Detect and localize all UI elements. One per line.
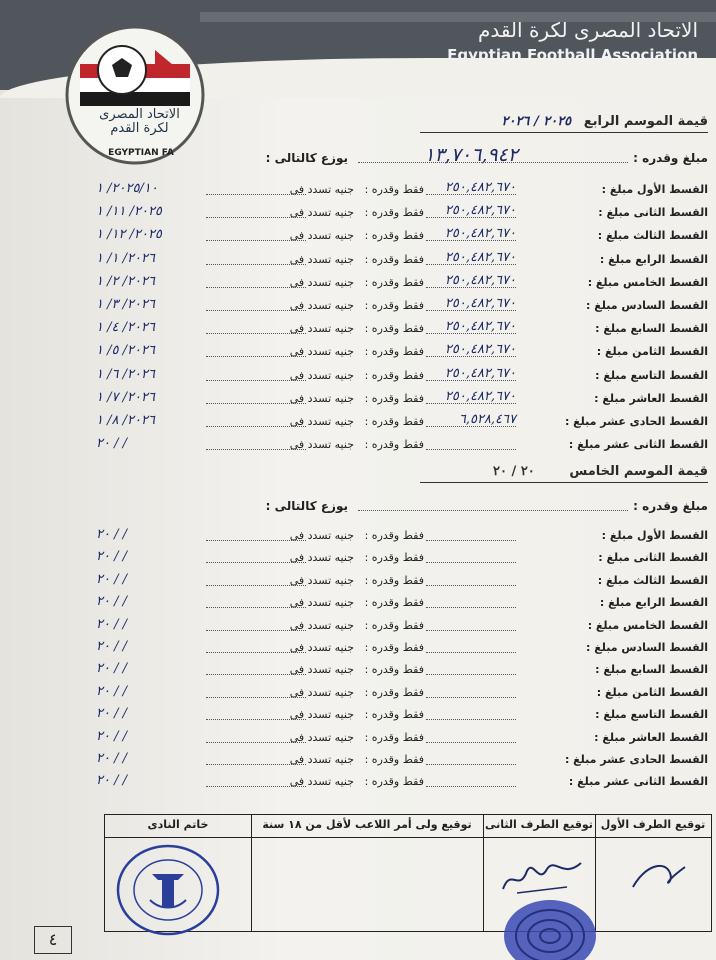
installment-due-label: جنيه تسدد فى bbox=[289, 641, 354, 654]
installment-due-date: ٢٠٢٦/ ١/ ١ bbox=[96, 250, 155, 266]
installment-due-label: جنيه تسدد فى bbox=[289, 730, 354, 744]
installment-label: القسط الثالث مبلغ : bbox=[597, 229, 708, 243]
installment-row bbox=[0, 366, 716, 388]
installment-amount-words-label: فقط وقدره : bbox=[364, 229, 424, 243]
installment-amount: ٢٥٠,٤٨٢,٦٧٠ bbox=[444, 365, 516, 381]
season-5-total-line bbox=[8, 496, 708, 516]
installment-row bbox=[0, 616, 716, 638]
installment-row bbox=[0, 203, 716, 225]
installment-due-date: ٢٠٢٥/ ١٢/ ١ bbox=[96, 227, 162, 243]
installment-label: القسط العاشر مبلغ : bbox=[594, 730, 708, 744]
installment-label: القسط الثامن مبلغ : bbox=[596, 345, 708, 359]
season-4-total-amount: ١٣,٧٠٦,٩٤٢ bbox=[424, 144, 518, 166]
installment-row bbox=[0, 296, 716, 318]
installment-label: القسط الثانى عشر مبلغ : bbox=[568, 438, 708, 452]
association-name-arabic: الاتحاد المصرى لكرة القدم bbox=[477, 18, 698, 42]
installment-row bbox=[0, 705, 716, 727]
installment-due-label: جنيه تسدد فى bbox=[289, 368, 354, 382]
club-seal-header: خاتم النادى bbox=[147, 818, 209, 831]
installment-label: القسط الثانى مبلغ : bbox=[598, 206, 708, 220]
installment-due-label: جنيه تسدد فى bbox=[289, 596, 354, 610]
installment-row bbox=[0, 660, 716, 682]
installment-due-date: ٢٠ / / bbox=[96, 549, 127, 565]
installment-row bbox=[0, 412, 716, 434]
thumbprint bbox=[486, 876, 606, 960]
installment-due-label: جنيه تسدد فى bbox=[289, 415, 354, 428]
installment-row bbox=[0, 593, 716, 615]
season-5-years: ٢٠ / ٢٠ bbox=[493, 464, 535, 479]
installment-due-date: ٢٠ / / bbox=[96, 436, 127, 452]
installment-amount-words-label: فقط وقدره : bbox=[364, 730, 424, 744]
installment-due-date: ٢٠٢٦/ ٧/ ١ bbox=[96, 389, 155, 405]
installment-row bbox=[0, 389, 716, 411]
installment-label: القسط التاسع مبلغ : bbox=[595, 708, 708, 722]
installment-amount: ٢٥٠,٤٨٢,٦٧٠ bbox=[444, 180, 516, 195]
installment-due-date: ٢٠ / / bbox=[96, 706, 127, 722]
season-4-distribute-label: يوزع كالتالى : bbox=[265, 151, 348, 165]
installment-amount-words-label: فقط وقدره : bbox=[364, 438, 424, 452]
installment-due-label: جنيه تسدد فى bbox=[289, 753, 354, 766]
installment-amount-words-label: فقط وقدره : bbox=[364, 206, 424, 220]
installment-due-date: ٢٠ / / bbox=[96, 594, 127, 610]
installment-amount: ٢٥٠,٤٨٢,٦٧٠ bbox=[444, 203, 516, 219]
installment-due-label: جنيه تسدد فى bbox=[289, 391, 354, 405]
installment-amount-words-label: فقط وقدره : bbox=[364, 529, 424, 542]
logo-text-arabic: الاتحاد المصرى لكرة القدم bbox=[99, 107, 180, 136]
installment-row bbox=[0, 226, 716, 248]
installment-amount-words-label: فقط وقدره : bbox=[364, 685, 424, 699]
installment-due-date: ٢٠ / / bbox=[96, 571, 127, 587]
installment-row bbox=[0, 571, 716, 593]
installment-amount-words-label: فقط وقدره : bbox=[364, 275, 424, 289]
installment-label: القسط الثانى مبلغ : bbox=[598, 551, 708, 565]
installment-due-label: جنيه تسدد فى bbox=[289, 775, 354, 789]
installment-due-label: جنيه تسدد فى bbox=[289, 618, 354, 632]
installment-due-label: جنيه تسدد فى bbox=[289, 438, 354, 452]
installment-due-label: جنيه تسدد فى bbox=[289, 252, 354, 266]
installment-label: القسط الأول مبلغ : bbox=[601, 529, 708, 542]
installment-due-label: جنيه تسدد فى bbox=[289, 345, 354, 359]
installment-row bbox=[0, 435, 716, 457]
installment-label: القسط الخامس مبلغ : bbox=[587, 618, 708, 632]
installment-amount: ٢٥٠,٤٨٢,٦٧٠ bbox=[444, 342, 516, 358]
installment-row bbox=[0, 683, 716, 705]
installment-due-label: جنيه تسدد فى bbox=[289, 322, 354, 336]
installment-due-date: ٢٠ / / bbox=[96, 773, 127, 789]
season-4-title: قيمة الموسم الرابع ٢٠٢٥ / ٢٠٢٦ bbox=[501, 114, 708, 129]
installment-label: القسط الرابع مبلغ : bbox=[599, 252, 708, 266]
installment-label: القسط السابع مبلغ : bbox=[595, 663, 708, 677]
installment-amount-words-label: فقط وقدره : bbox=[364, 618, 424, 632]
installment-label: القسط الحادى عشر مبلغ : bbox=[564, 415, 708, 428]
installment-amount-words-label: فقط وقدره : bbox=[364, 573, 424, 587]
installment-due-label: جنيه تسدد فى bbox=[289, 573, 354, 587]
logo-text-english: EGYPTIAN FA bbox=[108, 148, 174, 158]
installment-row bbox=[0, 273, 716, 295]
installment-amount: ٢٥٠,٤٨٢,٦٧٠ bbox=[444, 226, 516, 242]
installment-amount-words-label: فقط وقدره : bbox=[364, 708, 424, 722]
season-5-distribute-label: يوزع كالتالى : bbox=[265, 499, 348, 513]
installment-due-date: ٢٠٢٥/ ١١/ ١ bbox=[96, 204, 162, 220]
installment-amount-words-label: فقط وقدره : bbox=[364, 415, 424, 428]
first-party-signature bbox=[625, 855, 695, 895]
installment-amount-words-label: فقط وقدره : bbox=[364, 252, 424, 266]
installment-label: القسط الأول مبلغ : bbox=[601, 183, 708, 196]
installment-label: القسط الثالث مبلغ : bbox=[597, 573, 708, 587]
installment-due-date: ٢٠٢٦/ ٥/ ١ bbox=[96, 343, 155, 359]
season-5-amount-label: مبلغ وقدره : bbox=[633, 499, 708, 513]
installment-amount-words-label: فقط وقدره : bbox=[364, 641, 424, 654]
installment-amount-words-label: فقط وقدره : bbox=[364, 183, 424, 196]
installment-due-label: جنيه تسدد فى bbox=[289, 685, 354, 699]
installment-due-date: ٢٠٢٦/ ٢/ ١ bbox=[96, 273, 155, 289]
installment-label: القسط العاشر مبلغ : bbox=[594, 391, 708, 405]
installment-amount-words-label: فقط وقدره : bbox=[364, 299, 424, 312]
installment-amount: ٦,٥٢٨,٤٦٧ bbox=[458, 412, 516, 427]
installment-row bbox=[0, 180, 716, 202]
first-party-signature-header: توقيع الطرف الأول bbox=[600, 818, 706, 831]
installment-due-date: ٢٠٢٦/ ٦/ ١ bbox=[96, 366, 155, 382]
installment-label: القسط التاسع مبلغ : bbox=[595, 368, 708, 382]
installment-due-label: جنيه تسدد فى bbox=[289, 708, 354, 722]
installment-due-label: جنيه تسدد فى bbox=[289, 529, 354, 542]
installment-amount-words-label: فقط وقدره : bbox=[364, 391, 424, 405]
installment-row bbox=[0, 638, 716, 660]
installment-label: القسط السادس مبلغ : bbox=[585, 299, 708, 312]
installment-amount-words-label: فقط وقدره : bbox=[364, 345, 424, 359]
installment-due-date: ٢٠٢٥/١٠/ ١ bbox=[96, 181, 158, 196]
installment-amount: ٢٥٠,٤٨٢,٦٧٠ bbox=[444, 296, 516, 311]
association-name-english: Egyptian Football Association bbox=[447, 46, 698, 64]
installment-due-date: ٢٠ / / bbox=[96, 616, 127, 632]
installment-row bbox=[0, 319, 716, 341]
season-5-title: قيمة الموسم الخامس ٢٠ / ٢٠ bbox=[493, 464, 708, 479]
installment-row bbox=[0, 772, 716, 794]
season-4-amount-label: مبلغ وقدره : bbox=[633, 151, 708, 165]
installment-due-label: جنيه تسدد فى bbox=[289, 275, 354, 289]
installment-label: القسط الثامن مبلغ : bbox=[596, 685, 708, 699]
installment-row bbox=[0, 342, 716, 364]
installment-due-label: جنيه تسدد فى bbox=[289, 299, 354, 312]
installment-due-date: ٢٠ / / bbox=[96, 683, 127, 699]
installment-amount: ٢٥٠,٤٨٢,٦٧٠ bbox=[444, 272, 516, 288]
installment-label: القسط الخامس مبلغ : bbox=[587, 275, 708, 289]
installment-due-date: ٢٠ / / bbox=[96, 527, 127, 542]
installment-due-date: ٢٠٢٦/ ٤/ ١ bbox=[96, 320, 155, 336]
installment-amount-words-label: فقط وقدره : bbox=[364, 663, 424, 677]
installment-due-date: ٢٠٢٦/ ٣/ ١ bbox=[96, 297, 155, 312]
second-party-signature-header: توقيع الطرف الثانى bbox=[485, 818, 593, 831]
installment-amount: ٢٥٠,٤٨٢,٦٧٠ bbox=[444, 249, 516, 265]
installment-due-date: ٢٠ / / bbox=[96, 751, 127, 766]
season-4-years: ٢٠٢٥ / ٢٠٢٦ bbox=[501, 114, 572, 129]
installment-due-date: ٢٠ / / bbox=[96, 661, 127, 677]
page-number: ٤ bbox=[34, 926, 72, 954]
installment-amount: ٢٥٠,٤٨٢,٦٧٠ bbox=[444, 388, 516, 404]
installment-amount-words-label: فقط وقدره : bbox=[364, 753, 424, 766]
installment-label: القسط الثانى عشر مبلغ : bbox=[568, 775, 708, 789]
installment-due-date: ٢٠ / / bbox=[96, 639, 127, 654]
installment-amount-words-label: فقط وقدره : bbox=[364, 551, 424, 565]
installment-amount-words-label: فقط وقدره : bbox=[364, 596, 424, 610]
installment-due-label: جنيه تسدد فى bbox=[289, 663, 354, 677]
installment-row bbox=[0, 250, 716, 272]
installment-due-date: ٢٠ / / bbox=[96, 728, 127, 744]
installment-label: القسط السادس مبلغ : bbox=[585, 641, 708, 654]
installment-amount-words-label: فقط وقدره : bbox=[364, 775, 424, 789]
installment-label: القسط الحادى عشر مبلغ : bbox=[564, 753, 708, 766]
season-4-total-line bbox=[8, 144, 708, 168]
installment-due-label: جنيه تسدد فى bbox=[289, 551, 354, 565]
installment-amount-words-label: فقط وقدره : bbox=[364, 322, 424, 336]
installment-row bbox=[0, 548, 716, 570]
installment-due-label: جنيه تسدد فى bbox=[289, 229, 354, 243]
installment-due-label: جنيه تسدد فى bbox=[289, 183, 354, 196]
installment-due-label: جنيه تسدد فى bbox=[289, 206, 354, 220]
installment-row bbox=[0, 750, 716, 772]
installment-label: القسط الرابع مبلغ : bbox=[599, 596, 708, 610]
installment-row bbox=[0, 728, 716, 750]
club-seal-stamp bbox=[112, 840, 224, 940]
installment-row bbox=[0, 526, 716, 548]
installment-amount: ٢٥٠,٤٨٢,٦٧٠ bbox=[444, 319, 516, 335]
installment-label: القسط السابع مبلغ : bbox=[595, 322, 708, 336]
installment-amount-words-label: فقط وقدره : bbox=[364, 368, 424, 382]
guardian-signature-header: توقيع ولى أمر اللاعب لأقل من ١٨ سنة bbox=[262, 818, 472, 831]
installment-due-date: ٢٠٢٦/ ٨/ ١ bbox=[96, 413, 155, 428]
